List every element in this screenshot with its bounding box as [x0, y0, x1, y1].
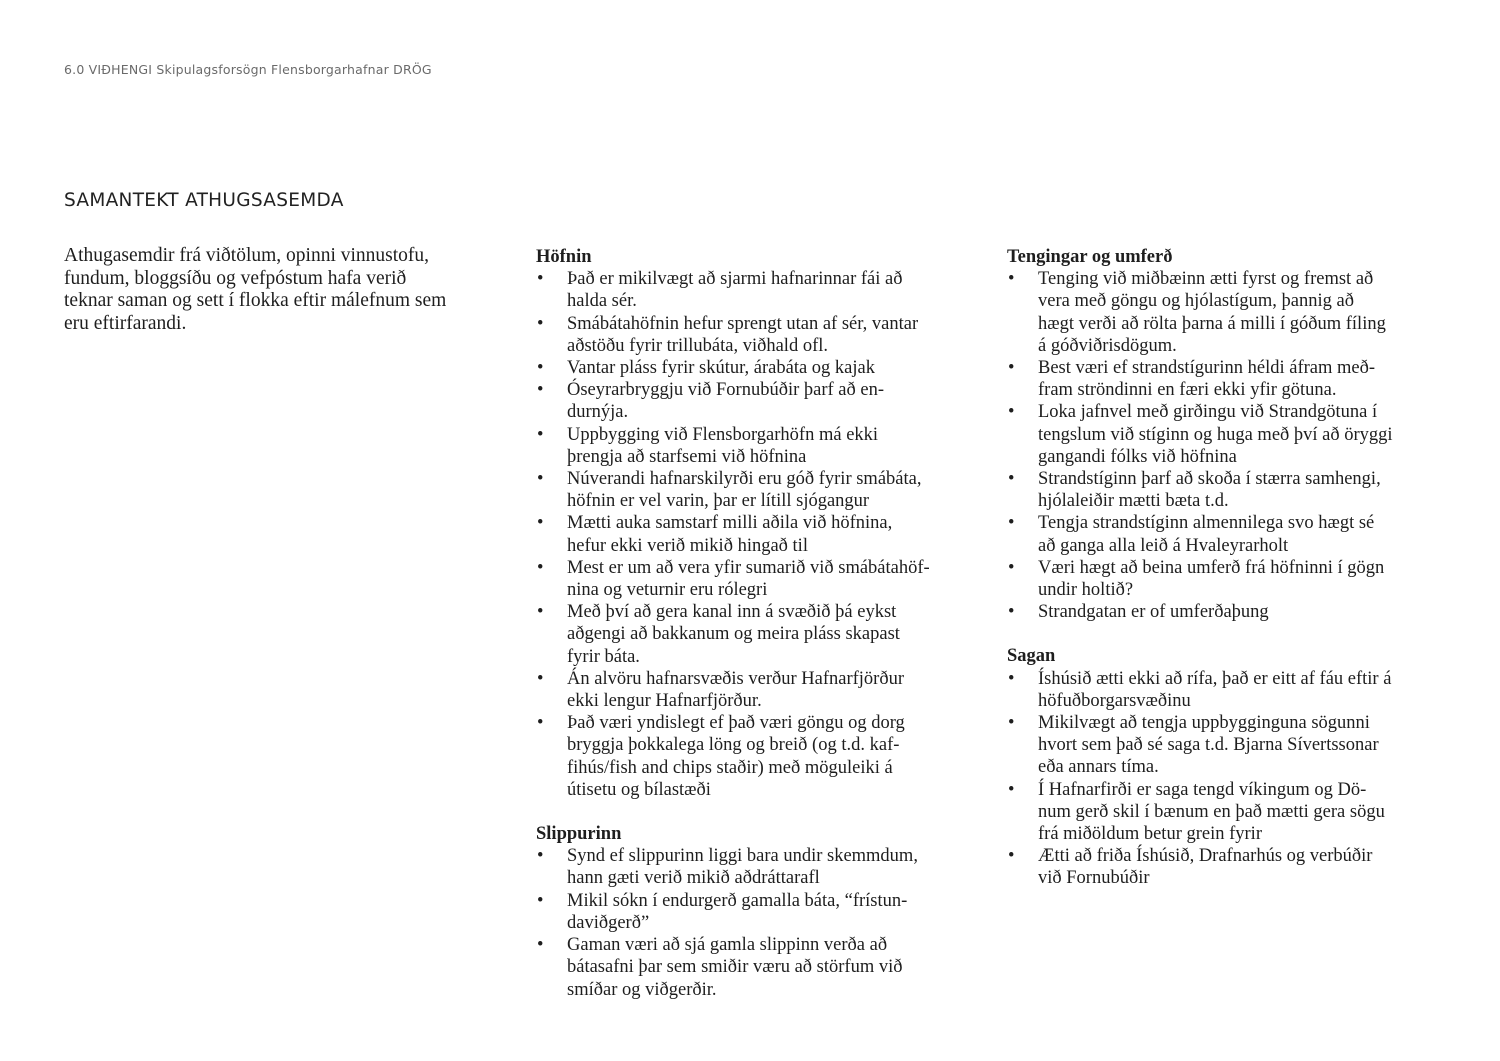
list-item-line: hann gæti verið mikið aðdráttarafl: [567, 868, 820, 889]
list-item-line: Smábátahöfnin hefur sprengt utan af sér, vantar: [567, 313, 919, 334]
bullet-icon: •: [1008, 668, 1015, 689]
list-item: [1007, 512, 1467, 556]
bullet-icon: •: [537, 602, 544, 623]
list-item-line: höfnin er vel varin, þar er lítill sjógangur: [567, 491, 870, 512]
bullet-icon: •: [1008, 513, 1015, 534]
list-item-line: Í Hafnarfirði er saga tengd víkingum og Dö-: [1038, 779, 1367, 800]
intro-paragraph: [64, 245, 514, 336]
list-item: [536, 712, 986, 801]
list-item: [1007, 401, 1467, 468]
bullet-icon: •: [537, 846, 544, 867]
list-item-line: tengslum við stíginn og huga með því að öryggi: [1038, 424, 1393, 445]
list-item-line: útisetu og bílastæði: [567, 779, 711, 800]
bullet-icon: •: [1008, 402, 1015, 423]
list-item-line: fyrir báta.: [567, 646, 640, 667]
section-heading: Sagan: [1007, 646, 1056, 667]
intro-line: teknar saman og sett í flokka eftir málefnum sem: [64, 290, 447, 312]
list-item-line: Ætti að friða Íshúsið, Drafnarhús og verbúðir: [1038, 846, 1373, 867]
bullet-icon: •: [1008, 713, 1015, 734]
list-item: [1007, 712, 1467, 779]
bullet-icon: •: [1008, 269, 1015, 290]
list-item-line: Gaman væri að sjá gamla slippinn verða að: [567, 935, 888, 956]
bullet-icon: •: [537, 469, 544, 490]
list-item: [536, 557, 986, 601]
intro-line: eru eftirfarandi.: [64, 313, 187, 335]
bullet-icon: •: [537, 424, 544, 445]
list-item-line: á góðviðrisdögum.: [1038, 335, 1177, 356]
list-item-line: Mætti auka samstarf milli aðila við höfnina,: [567, 513, 893, 534]
column-middle: [536, 246, 986, 1023]
bullet-icon: •: [1008, 602, 1015, 623]
bullet-icon: •: [537, 380, 544, 401]
list-item-line: eða annars tíma.: [1038, 757, 1159, 778]
list-item-line: Vantar pláss fyrir skútur, árabáta og kajak: [567, 358, 875, 379]
list-item: [1007, 357, 1467, 401]
list-item-line: þrengja að starfsemi við höfnina: [567, 446, 807, 467]
list-item: [536, 668, 986, 712]
list-item: [1007, 268, 1467, 357]
list-item-line: durnýja.: [567, 402, 629, 423]
bullet-list: [536, 268, 986, 801]
bullet-list: [1007, 668, 1467, 890]
section-tengingar: [1007, 246, 1467, 623]
list-item-line: Væri hægt að beina umferð frá höfninni í gögn: [1038, 557, 1385, 578]
list-item-line: frá miðöldum betur grein fyrir: [1038, 824, 1262, 845]
list-item-line: Uppbygging við Flensborgarhöfn má ekki: [567, 424, 879, 445]
bullet-icon: •: [537, 935, 544, 956]
list-item-line: Það væri yndislegt ef það væri göngu og dorg: [567, 713, 905, 734]
bullet-icon: •: [537, 513, 544, 534]
list-item-line: Það er mikilvægt að sjarmi hafnarinnar fái að: [567, 269, 903, 290]
list-item-line: daviðgerð”: [567, 912, 650, 933]
bullet-icon: •: [1008, 779, 1015, 800]
bullet-list: [536, 845, 986, 1000]
list-item-line: vera með göngu og hjólastígum, þannig að: [1038, 291, 1354, 312]
section-heading: Slippurinn: [536, 824, 622, 845]
list-item-line: nina og veturnir eru rólegri: [567, 580, 768, 601]
list-item-line: Óseyrarbryggju við Fornubúðir þarf að en-: [567, 380, 884, 401]
list-item-line: Íshúsið ætti ekki að rífa, það er eitt af fáu eftir á: [1038, 668, 1392, 689]
list-item-line: Núverandi hafnarskilyrði eru góð fyrir smábáta,: [567, 469, 922, 490]
list-item-line: hefur ekki verið mikið hingað til: [567, 535, 808, 556]
column-right: [1007, 246, 1467, 912]
list-item-line: Mikil sókn í endurgerð gamalla báta, “frístun-: [567, 890, 908, 911]
list-item-line: hægt verði að rölta þarna á milli í góðum fíling: [1038, 313, 1386, 334]
list-item-line: Mikilvægt að tengja uppbygginguna sögunni: [1038, 713, 1370, 734]
list-item-line: Synd ef slippurinn liggi bara undir skemmdum,: [567, 846, 918, 867]
list-item-line: ekki lengur Hafnarfjörður.: [567, 691, 762, 712]
list-item-line: Tenging við miðbæinn ætti fyrst og fremst að: [1038, 269, 1374, 290]
list-item: [536, 379, 986, 423]
bullet-icon: •: [537, 358, 544, 379]
running-header: 6.0 VIÐHENGI Skipulagsforsögn Flensborgarhafnar DRÖG: [64, 62, 432, 77]
list-item-line: Best væri ef strandstígurinn héldi áfram með-: [1038, 358, 1376, 379]
list-item-line: Með því að gera kanal inn á svæðið þá eykst: [567, 602, 897, 623]
list-item: [536, 313, 986, 357]
list-item-line: Strandstíginn þarf að skoða í stærra samhengi,: [1038, 469, 1381, 490]
list-item-line: Mest er um að vera yfir sumarið við smábátahöf-: [567, 557, 930, 578]
list-item: [536, 934, 986, 1001]
list-item-line: við Fornubúðir: [1038, 868, 1150, 889]
list-item-line: bryggja þokkalega löng og breið (og t.d. kaf-: [567, 735, 900, 756]
list-item: [1007, 557, 1467, 601]
list-item-line: bátasafni þar sem smiðir væru að störfum við: [567, 957, 903, 978]
bullet-icon: •: [537, 557, 544, 578]
list-item: [536, 268, 986, 312]
list-item: [536, 845, 986, 889]
list-item-line: hvort sem það sé saga t.d. Bjarna Sívertssonar: [1038, 735, 1379, 756]
bullet-list: [1007, 268, 1467, 623]
bullet-icon: •: [537, 269, 544, 290]
list-item: [1007, 668, 1467, 712]
list-item: [1007, 468, 1467, 512]
bullet-icon: •: [537, 713, 544, 734]
list-item-line: hjólaleiðir mætti bæta t.d.: [1038, 491, 1229, 512]
list-item: [1007, 601, 1467, 623]
list-item-line: höfuðborgarsvæðinu: [1038, 690, 1191, 711]
list-item: [536, 512, 986, 556]
list-item: [536, 357, 986, 379]
intro-line: Athugasemdir frá viðtölum, opinni vinnustofu,: [64, 245, 430, 266]
list-item-line: undir holtið?: [1038, 580, 1134, 601]
list-item: [536, 601, 986, 668]
bullet-icon: •: [1008, 469, 1015, 490]
list-item-line: aðgengi að bakkanum og meira pláss skapast: [567, 624, 900, 645]
bullet-icon: •: [537, 890, 544, 911]
bullet-icon: •: [537, 313, 544, 334]
section-hofnin: [536, 246, 986, 801]
bullet-icon: •: [537, 668, 544, 689]
list-item-line: Loka jafnvel með girðingu við Strandgötuna í: [1038, 402, 1378, 423]
page-title: SAMANTEKT ATHUGSASEMDA: [64, 190, 344, 211]
section-heading: Höfnin: [536, 247, 592, 267]
list-item: [536, 890, 986, 934]
bullet-icon: •: [1008, 557, 1015, 578]
list-item-line: smíðar og viðgerðir.: [567, 979, 717, 1000]
intro-line: fundum, bloggsíðu og vefpóstum hafa verið: [64, 267, 407, 289]
list-item-line: aðstöðu fyrir trillubáta, viðhald ofl.: [567, 335, 828, 356]
list-item-line: fihús/fish and chips staðir) með möguleiki á: [567, 757, 893, 778]
list-item-line: Án alvöru hafnarsvæðis verður Hafnarfjörður: [567, 668, 905, 689]
list-item-line: að ganga alla leið á Hvaleyrarholt: [1038, 535, 1289, 556]
bullet-icon: •: [1008, 358, 1015, 379]
list-item-line: gangandi fólks við höfnina: [1038, 446, 1237, 467]
list-item: [536, 424, 986, 468]
section-heading: Tengingar og umferð: [1007, 247, 1173, 267]
list-item-line: halda sér.: [567, 291, 637, 312]
list-item: [536, 468, 986, 512]
section-slippurinn: [536, 823, 986, 1001]
bullet-icon: •: [1008, 846, 1015, 867]
list-item: [1007, 779, 1467, 846]
list-item-line: fram ströndinni en færi ekki yfir götuna.: [1038, 380, 1337, 401]
list-item-line: Tengja strandstíginn almennilega svo hægt sé: [1038, 513, 1375, 534]
list-item-line: num gerð skil í bænum en það mætti gera sögu: [1038, 801, 1385, 822]
list-item-line: Strandgatan er of umferðaþung: [1038, 602, 1269, 623]
section-sagan: [1007, 645, 1467, 889]
list-item: [1007, 845, 1467, 889]
